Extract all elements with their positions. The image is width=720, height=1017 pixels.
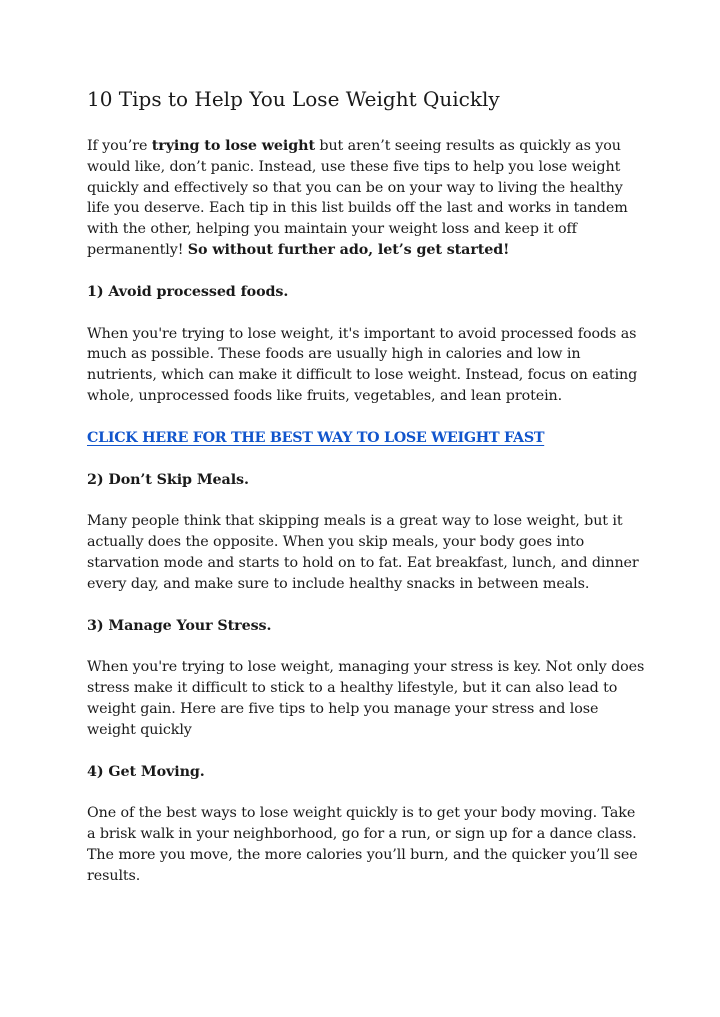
section-body-avoid-processed-foods: When you're trying to lose weight, it's important to avoid processed foods as much as possible. These foods are usually high in calories and low in nutrients, which can make it difficult to lose weight. Instead, focus on eating whole, unprocessed foods like fruits, vegetables, and lean protein. [87,325,638,404]
section-body-get-moving: One of the best ways to lose weight quickly is to get your body moving. Take a brisk walk in your neighborhood, go for a run, or sign up for a dance class. The more you move, the more calories you’ll burn, and the quicker you’ll see results. [87,805,638,884]
document-title: 10 Tips to Help You Lose Weight Quickly [87,87,500,111]
section-body-dont-skip-meals: Many people think that skipping meals is a great way to lose weight, but it actually does the opposite. When you skip meals, your body goes into starvation mode and starts to hold on to fat. Eat breakfast, lunch, and dinner every day, and make sure to include healthy snacks in between meals. [87,513,639,592]
section-body-manage-stress: When you're trying to lose weight, managing your stress is key. Not only does stress make it difficult to stick to a healthy lifestyle, but it can also lead to weight gain. Here are five tips to help you manage your stress and lose weight quickly [87,659,645,738]
intro-text-start: If you’re [87,138,152,154]
intro-text-middle: but aren’t seeing results as quickly as you would like, don’t panic. Instead, use these five tips to help you lose weight quickly and effectively so that you can be on your way to living the healthy life you deserve. Each tip in this list builds off the last and works in tandem with the other, helping you maintain your weight loss and keep it off permanently! [87,138,628,258]
section-heading-manage-stress: 3) Manage Your Stress. [87,617,272,634]
section-heading-avoid-processed-foods: 1) Avoid processed foods. [87,283,289,300]
document-content [87,86,647,908]
intro-paragraph [87,136,647,261]
cta-paragraph [87,428,647,449]
intro-bold-closing: So without further ado, let’s get started! [187,241,510,258]
section-heading-get-moving: 4) Get Moving. [87,763,205,780]
section-heading-dont-skip-meals: 2) Don’t Skip Meals. [87,471,249,488]
intro-bold-phrase: trying to lose weight [151,138,315,154]
cta-link[interactable]: CLICK HERE FOR THE BEST WAY TO LOSE WEIGHT FAST [87,429,545,446]
